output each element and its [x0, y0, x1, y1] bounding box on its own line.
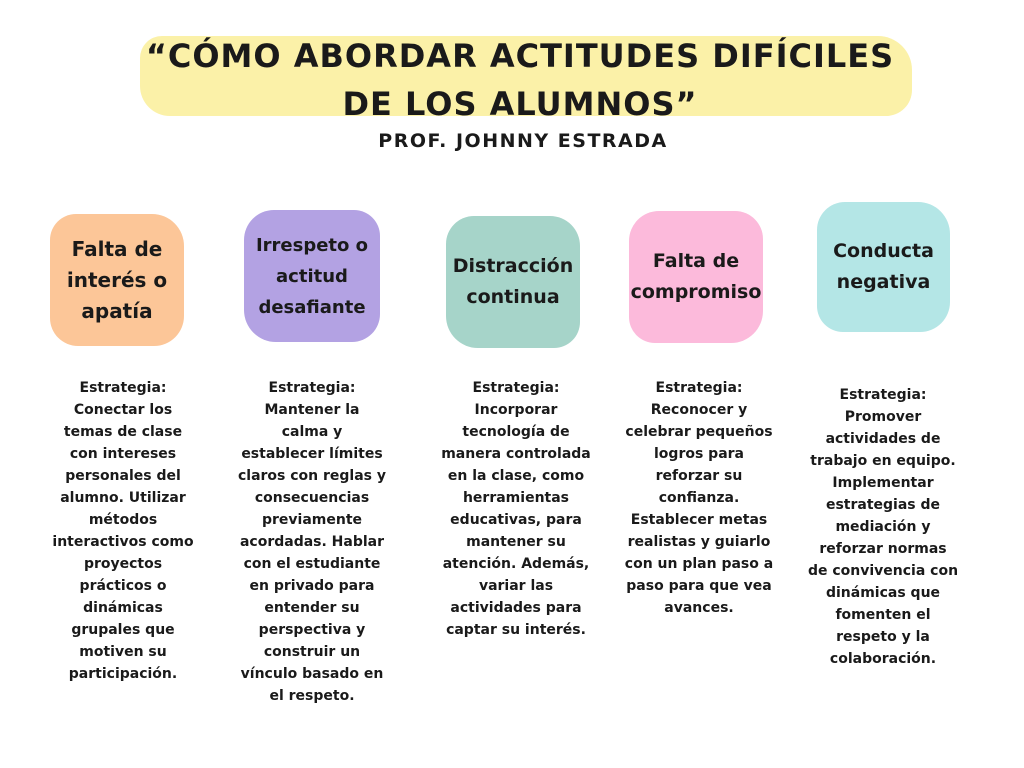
- attitude-card-distraction: Distracción continua: [446, 216, 580, 348]
- attitude-card-negative-behavior: Conducta negativa: [817, 202, 950, 332]
- attitude-card-apathy: Falta de interés o apatía: [50, 214, 184, 346]
- page-title: “CÓMO ABORDAR ACTITUDES DIFÍCILES DE LOS ALUMNOS”: [145, 37, 895, 123]
- strategy-text-apathy: Estrategia: Conectar los temas de clase con intereses personales del alumno. Utilizar métodos interactivos como proyectos prácticos o dinámicas grupales que motiven su participación.: [52, 380, 194, 682]
- author-name: PROF. JOHNNY ESTRADA: [378, 130, 668, 152]
- strategy-text-disrespect: Estrategia: Mantener la calma y establecer límites claros con reglas y consecuencias previamente acordadas. Hablar con el estudiante en privado para entender su perspectiva y construir un vínculo basado en el respeto.: [237, 380, 387, 704]
- strategy-text-negative-behavior: Estrategia: Promover actividades de trabajo en equipo. Implementar estrategias de mediación y reforzar normas de convivencia con dinámicas que fomenten el respeto y la colaboración.: [807, 387, 959, 667]
- strategy-text-commitment: Estrategia: Reconocer y celebrar pequeños logros para reforzar su confianza. Establecer metas realistas y guiarlo con un plan paso a paso para que vea avances.: [624, 380, 774, 616]
- strategy-text-distraction: Estrategia: Incorporar tecnología de manera controlada en la clase, como herramientas educativas, para mantener su atención. Además, variar las actividades para captar su interés.: [441, 380, 591, 638]
- attitude-card-disrespect: Irrespeto o actitud desafiante: [244, 210, 380, 342]
- attitude-card-commitment: Falta de compromiso: [629, 211, 763, 343]
